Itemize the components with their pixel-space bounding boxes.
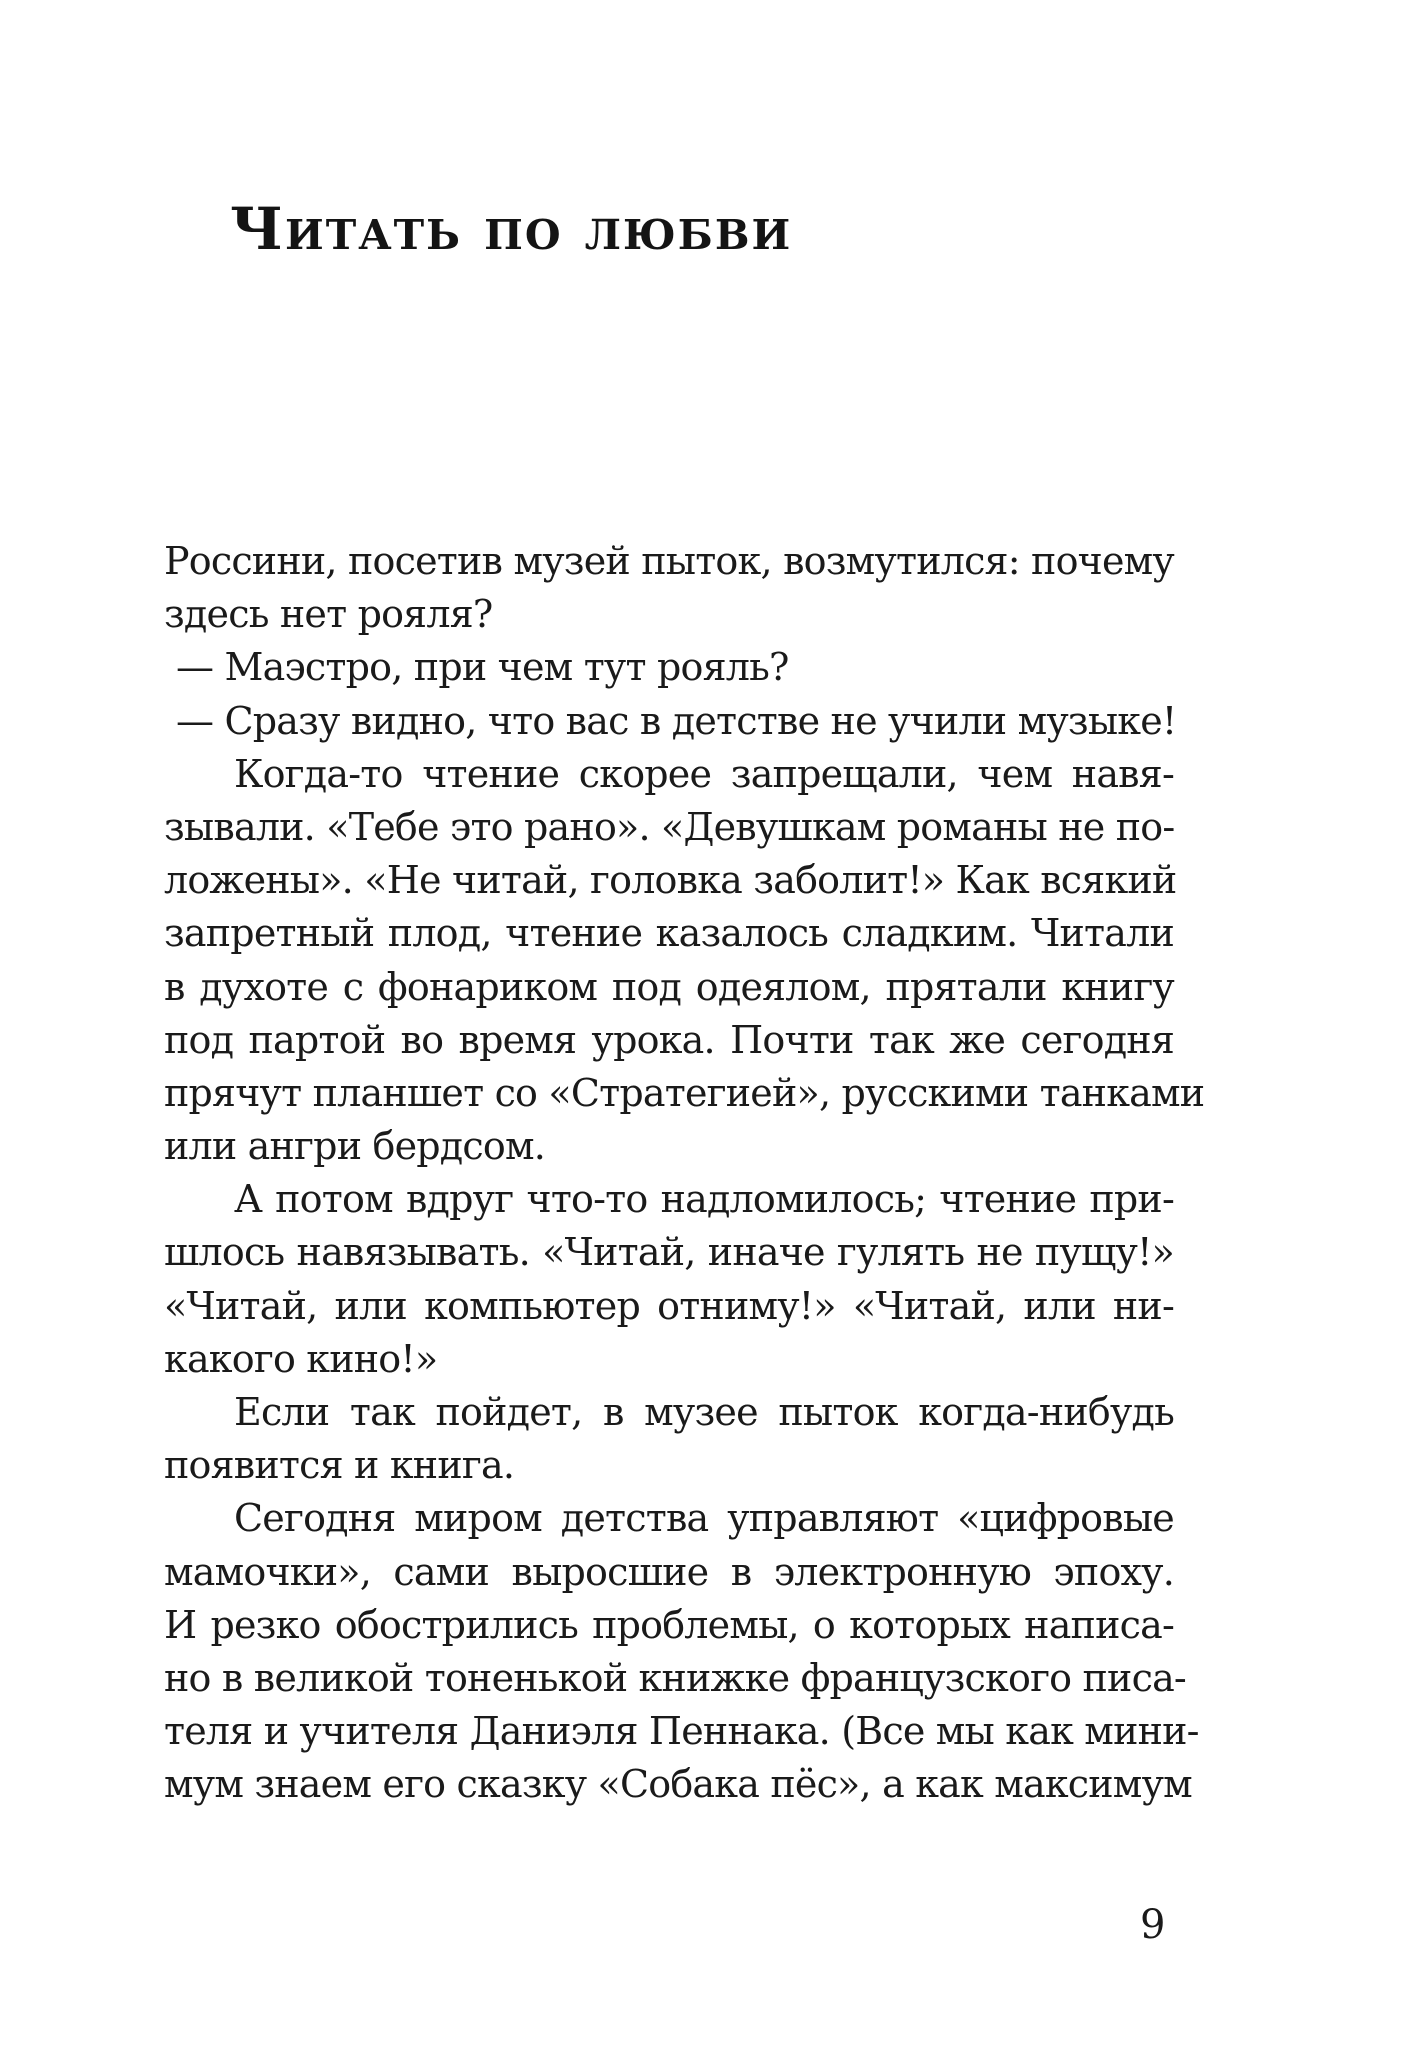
text-line: шлось навязывать. «Читай, иначе гулять не пущу!» (164, 1230, 1174, 1275)
text-line: здесь нет рояля? (164, 592, 493, 637)
text-line: А потом вдруг что-то надломилось; чтение при- (234, 1177, 1174, 1222)
text-line: Если так пойдет, в музее пыток когда-нибудь (234, 1390, 1174, 1434)
text-line: под партой во время урока. Почти так же сегодня (164, 1017, 1174, 1062)
dialogue-line: — Сразу видно, что вас в детстве не учили музыке! (176, 698, 1177, 743)
text-line: «Читай, или компьютер отниму!» «Читай, или ни- (164, 1283, 1174, 1328)
text-line: ложены». «Не читай, головка заболит!» Как всякий (164, 858, 1177, 903)
text-line: или ангри бердсом. (164, 1124, 545, 1169)
text-line: Россини, посетив музей пыток, возмутился: почему (164, 539, 1174, 583)
text-line: появится и книга. (164, 1443, 515, 1488)
text-line: Когда-то чтение скорее запрещали, чем навя- (234, 751, 1174, 796)
text-line: запретный плод, чтение казалось сладким. Читали (164, 911, 1174, 956)
text-line: но в великой тоненькой книжке французского писа- (164, 1655, 1186, 1700)
text-line: Сегодня миром детства управляют «цифровые (234, 1496, 1174, 1541)
dialogue-line: — Маэстро, при чем тут рояль? (176, 645, 789, 690)
text-line: прячут планшет со «Стратегией», русскими танками (164, 1070, 1205, 1115)
text-line: мамочки», сами выросшие в электронную эпоху. (164, 1549, 1174, 1594)
text-line: зывали. «Тебе это рано». «Девушкам романы не по- (164, 804, 1175, 849)
page-number: 9 (1140, 1902, 1166, 1948)
chapter-title: Читать по любви (230, 195, 793, 263)
body-text (164, 535, 1205, 1812)
text-line: И резко обострились проблемы, о которых написа- (164, 1602, 1174, 1647)
text-line: мум знаем его сказку «Собака пёс», а как максимум (164, 1762, 1192, 1807)
text-line: какого кино!» (164, 1336, 438, 1381)
text-line: теля и учителя Даниэля Пеннака. (Все мы как мини- (164, 1709, 1199, 1754)
text-line: в духоте с фонариком под одеялом, прятали книгу (164, 964, 1174, 1009)
